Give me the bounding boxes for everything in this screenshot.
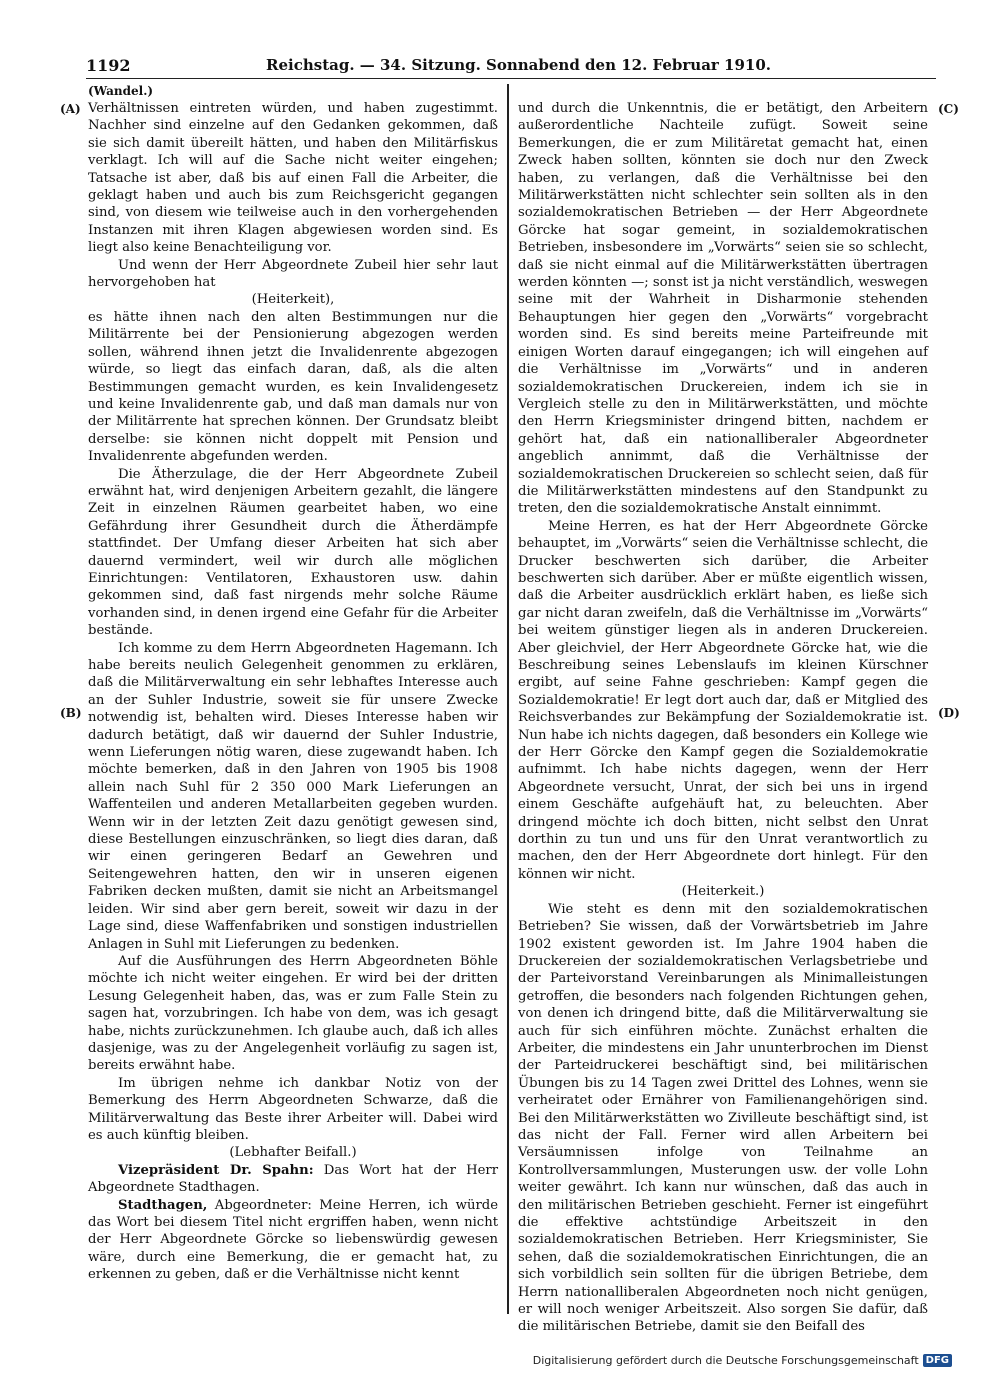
margin-mark-d: (D): [938, 706, 960, 720]
paragraph: Auf die Ausführungen des Herrn Abgeordneten Böhle möchte ich nicht weiter eingehen. Er wird bei der dritten Lesung Gelegenheit haben, das, was er zum Falle Stein zu sagen hat, vorzubringen. Ich habe von dem, was ich gesagt habe, nichts zurückzunehmen. Ich glaube auch, daß ich alles dasjenige, was zu der Angelegenheit vorläufig zu sagen ist, bereits erwähnt habe.: [88, 953, 498, 1074]
paragraph: [88, 1162, 498, 1197]
interjection: (Heiterkeit.): [681, 884, 765, 900]
paragraph: Verhältnissen eintreten würden, und haben zugestimmt. Nachher sind einzelne auf den Gedanken gekommen, daß sie sich damit übereilt hätten, und haben den Militärfiskus verklagt. Ich will auf die Sache nicht weiter eingehen; Tatsache ist aber, daß bis auf einen Fall die Arbeiter, die geklagt haben und auch bis zum Reichsgericht gegangen sind, von diesem wie teilweise auch in den vorhergehenden Instanzen mit ihren Klagen abgewiesen worden sind. Es liegt also keine Benachteiligung vor.: [88, 101, 498, 256]
interjection: (Lebhafter Beifall.): [229, 1145, 357, 1161]
dfg-logo-icon: DFG: [923, 1354, 952, 1367]
paragraph: Wie steht es denn mit den sozialdemokratischen Betrieben? Sie wissen, daß der Vorwärtsbetrieb im Jahre 1902 existent geworden ist. Im Jahre 1904 haben die Druckereien der sozialdemokratischen Verlagsbetriebe und der Parteivorstand Vereinbarungen als Minimalleistungen getroffen, die besonders nach folgenden Richtungen gehen, von denen ich dringend bitte, daß die Militärverwaltung sie auch für sich einführen möchte. Zunächst erhalten die Arbeiter, die mindestens ein Jahr ununterbrochen im Dienst der Parteidruckerei beschäftigt sind, bei militärischen Übungen bis zu 14 Tagen zwei Drittel des Lohnes, wenn sie verheiratet oder Ernährer von Familienangehörigen sind. Bei den Militärwerkstätten wo Zivilleute beschäftigt sind, ist das nicht der Fall. Ferner wird allen Arbeitern bei Versäumnissen infolge von Teilnahme an Kontrollversammlungen, Musterungen usw. der volle Lohn weiter gewährt. Ich kann nur wünschen, daß das auch in den militärischen Betrieben geschieht. Ferner ist eingeführt die effektive achtstündige Arbeitszeit in den sozialdemokratischen Betrieben. Herr Kriegsminister, Sie sehen, daß die sozialdemokratischen Einrichtungen, die an sich vorbildlich sein sollten für die übrigen Betriebe, dem Herrn nationalliberalen Abgeordneten noch nicht genügen, er will noch weniger Arbeitszeit. Also sorgen Sie dafür, daß die militärischen Betriebe, damit sie den Beifall des: [518, 901, 928, 1335]
page-number: 1192: [86, 56, 131, 75]
paragraph: Ich komme zu dem Herrn Abgeordneten Hagemann. Ich habe bereits neulich Gelegenheit genommen zu erklären, daß die Militärverwaltung ein sehr lebhaftes Interesse auch an der Suhler Industrie, soweit sie für unsere Zwecke notwendig ist, behalten wird. Dieses Interesse haben wir dadurch betätigt, daß wir dauernd der Suhler Industrie, wenn Lieferungen nötig waren, diese zugewandt haben. Ich möchte bemerken, daß in den Jahren von 1905 bis 1908 allein nach Suhl für 2 350 000 Mark Lieferungen an Waffenteilen und anderen Metallarbeiten gegeben wurden. Wenn wir in der letzten Zeit dazu genötigt gewesen sind, diese Bestellungen einzuschränken, so liegt dies daran, daß wir einen geringeren Bedarf an Gewehren und Seitengewehren hatten, den wir in unseren eigenen Fabriken decken mußten, damit sie nicht an Arbeitsmangel leiden. Wir sind aber gern bereit, soweit wir dazu in der Lage sind, diese Waffenfabriken und sonstigen industriellen Anlagen in Suhl mit Lieferungen zu bedenken.: [88, 640, 498, 952]
paragraph: Und wenn der Herr Abgeordnete Zubeil hier sehr laut hervorgehoben hat: [88, 257, 498, 291]
speech-text: Das Wort hat der Herr Abgeordnete Stadthagen.: [88, 1162, 498, 1196]
paragraph: Meine Herren, es hat der Herr Abgeordnete Görcke behauptet, im „Vorwärts“ seien die Verhältnisse schlecht, die Drucker beschwerten sich darüber, die Arbeiter beschwerten sich darüber. Aber er müßte eigentlich wissen, daß die Arbeiter ausdrücklich erklärt haben, es ließe sich gar nicht daran zweifeln, daß die Verhältnisse im „Vorwärts“ bei weitem günstiger liegen als in anderen Druckereien. Aber gleichviel, der Herr Abgeordnete Görcke hat, wie die Beschreibung seines Lebenslaufs im kleinen Kürschner ergibt, auf seine Fahne geschrieben: Kampf gegen die Sozialdemokratie! Er legt dort auch dar, daß er Mitglied des Reichsverbandes zur Bekämpfung der Sozialdemokratie ist. Nun habe ich nichts dagegen, daß besonders ein Kollege wie der Herr Görcke den Kampf gegen die Sozialdemokratie aufnimmt. Ich habe nichts dagegen, wenn der Herr Abgeordnete versucht, Unrat, der sich bei uns in irgend einem Geschäfte aufgehäuft hat, zu beleuchten. Aber dringend möchte ich doch bitten, nicht selbst den Unrat dorthin zu tun und uns für den Unrat verantwortlich zu machen, den der Herr Abgeordnete dort hinlegt. Für den können wir nicht.: [518, 518, 928, 882]
page-header: [86, 56, 936, 79]
speaker-name: Vizepräsident Dr. Spahn:: [118, 1162, 314, 1178]
margin-mark-a: (A): [60, 102, 81, 116]
paragraph: Im übrigen nehme ich dankbar Notiz von der Bemerkung des Herrn Abgeordneten Schwarze, daß die Militärverwaltung das Beste ihrer Arbeiter will. Dabei wird es auch künftig bleiben.: [88, 1075, 498, 1143]
credit-text: Digitalisierung gefördert durch die Deutsche Forschungsgemeinschaft: [532, 1354, 919, 1367]
speaker-tag: (Wandel.): [88, 84, 154, 98]
margin-mark-c: (C): [938, 102, 959, 116]
paragraph: und durch die Unkenntnis, die er betätigt, den Arbeitern außerordentliche Nachteile zufügt. Soweit seine Bemerkungen, die er zum Militäretat gemacht hat, einen Zweck haben sollten, könnten sie doch nur den Zweck haben, zu verlangen, daß die Verhältnisse bei den Militärwerkstätten nicht schlechter sein sollten als in den sozialdemokratischen Betrieben — der Herr Abgeordnete Görcke hat sogar gemeint, in sozialdemokratischen Betrieben, insbesondere im „Vorwärts“ seien sie so schlecht, daß sie nicht einmal auf die Militärwerkstätten übertragen werden könnten —; sonst ist ja nicht verständlich, weswegen seine mit der Wahrheit in Disharmonie stehenden Behauptungen hier gegen den „Vorwärts“ vorgebracht worden sind. Es sind bereits meine Parteifreunde mit einigen Worten darauf eingegangen; ich will eingehen auf die Verhältnisse im „Vorwärts“ und in anderen sozialdemokratischen Druckereien, indem ich sie in Vergleich stelle zu den in Militärwerkstätten, und möchte den Herrn Kriegsminister dringend bitten, nachdem er gehört hat, daß ein nationalliberaler Abgeordneter angeblich annimmt, daß die Verhältnisse der sozialdemokratischen Druckereien so schlecht seien, daß für die Militärwerkstätten mindestens auf den Standpunkt zu treten, den die sozialdemokratische Anstalt einnimmt.: [518, 101, 928, 517]
speaker-name: Stadthagen,: [118, 1197, 208, 1213]
speech-text: Abgeordneter: Meine Herren, ich würde das Wort bei diesem Titel nicht ergriffen haben, wenn nicht der Herr Abgeordnete Görcke so liebenswürdig gewesen wäre, durch eine Bemerkung, die er gemacht hat, zu erkennen zu geben, daß er die Verhältnisse nicht kennt: [88, 1197, 499, 1283]
margin-mark-b: (B): [60, 706, 82, 720]
right-column: [518, 100, 928, 1335]
column-divider: [507, 84, 509, 1314]
interjection: (Heiterkeit),: [251, 292, 335, 308]
paragraph: Die Ätherzulage, die der Herr Abgeordnete Zubeil erwähnt hat, wird denjenigen Arbeitern gezahlt, die längere Zeit in einzelnen Räumen gearbeitet haben, wo eine Gefährdung ihrer Gesundheit durch die Ätherdämpfe stattfindet. Der Umfang dieser Arbeiten hat sich aber dauernd vermindert, weil wir durch alle möglichen Einrichtungen: Ventilatoren, Exhaustoren usw. dahin gekommen sind, daß fast nirgends mehr solche Räume vorhanden sind, in denen irgend eine Gefahr für die Arbeiter bestände.: [88, 466, 498, 639]
paragraph: es hätte ihnen nach den alten Bestimmungen nur die Militärrente bei der Pensionierung abgezogen werden sollen, während ihnen jetzt die Invalidenrente abgezogen würde, so liegt das einfach daran, daß, als die alten Bestimmungen gemacht wurden, es kein Invalidengesetz und keine Invalidenrente gab, und daß man damals nur von der Militärrente hat sprechen können. Der Grundsatz bleibt derselbe: sie können nicht doppelt mit Pension und Invalidenrente abgefunden werden.: [88, 309, 498, 465]
running-title: Reichstag. — 34. Sitzung. Sonnabend den 12. Februar 1910.: [266, 56, 772, 74]
footer-credit: [533, 1354, 952, 1367]
paragraph: [88, 1197, 498, 1284]
left-column: [88, 100, 498, 1320]
